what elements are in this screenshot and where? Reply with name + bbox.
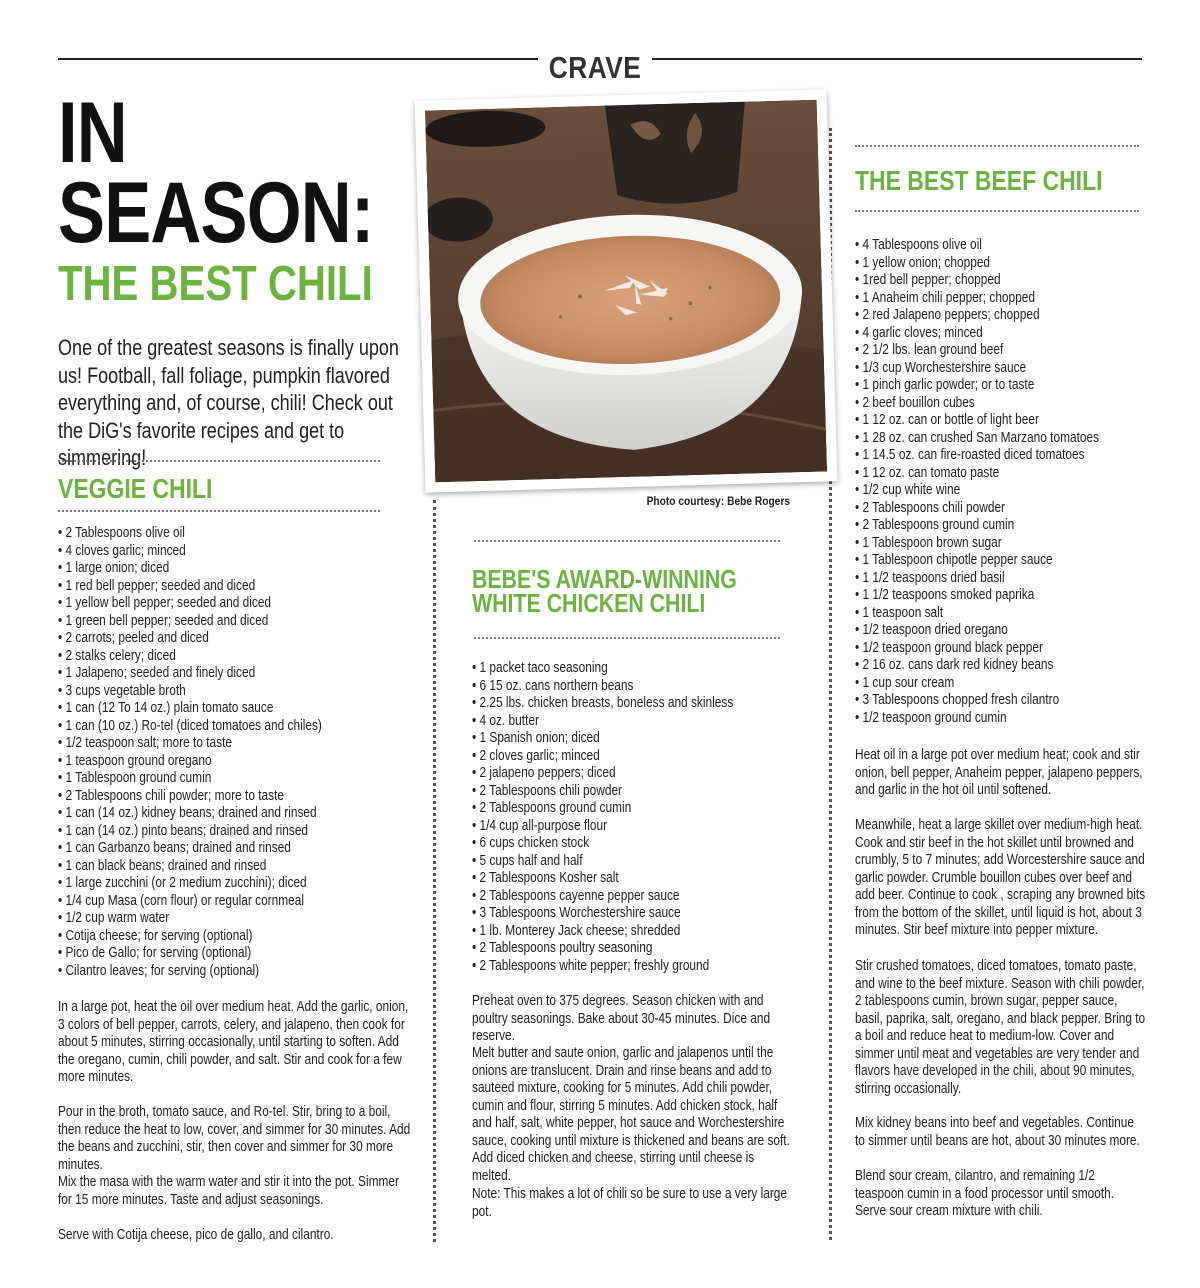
ingredient-item: • 3 Tablespoons Worchestershire sauce — [472, 905, 681, 921]
ingredient-item: • 1 can (10 oz.) Ro-tel (diced tomatoes and chiles) — [58, 717, 322, 734]
ingredient-item: • 2 jalapeno peppers; diced — [472, 765, 616, 781]
veggie-title: VEGGIE CHILI — [58, 473, 213, 504]
ingredient-item: • 2 cloves garlic; minced — [472, 747, 600, 764]
ingredient-item: • 3 cups vegetable broth — [58, 682, 186, 699]
ingredient-item: • 1 packet taco seasoning — [472, 660, 608, 676]
ingredient-item: • 4 cloves garlic; minced — [58, 542, 186, 559]
ingredient-item: • 2 Tablespoons white pepper; freshly ground — [472, 957, 710, 974]
column-divider — [433, 500, 436, 1242]
ingredient-item: • 1 Tablespoon brown sugar — [855, 534, 1002, 551]
recipe-step: Stir crushed tomatoes, diced tomatoes, tomato paste, and wine to the beef mixture. Season with chili powder, 2 tablespoons cumin, brown sugar, pepper sauce, basil, paprika, salt, oregano, and black pepper. Bring to a boil and reduce heat to medium-low. Cover and simmer until meat and vegetables are very tender and flavors have developed in the chili, about 90 minutes, stirring occasionally. — [855, 958, 1146, 1097]
ingredient-item: • 2 Tablespoons cayenne pepper sauce — [472, 887, 680, 904]
ingredient-item: • 1 12 oz. can or bottle of light beer — [855, 412, 1039, 428]
ingredient-item: • 1 large onion; diced — [58, 560, 170, 576]
ingredient-item: • 1 teaspoon salt — [855, 604, 944, 621]
chicken-title-line1: BEBE'S AWARD-WINNING — [472, 564, 737, 594]
ingredient-item: • 1 Tablespoon chipotle pepper sauce — [855, 552, 1053, 568]
page-title-line1: IN — [58, 85, 127, 181]
ingredient-item: • 1 pinch garlic powder; or to taste — [855, 377, 1035, 393]
recipe-step: Blend sour cream, cilantro, and remaining 1/2 teaspoon cumin in a food processor until smooth. Serve sour cream mixture with chili. — [855, 1168, 1115, 1219]
ingredient-item: • 2 Tablespoons ground cumin — [472, 800, 632, 816]
header-rule-right — [652, 58, 1142, 60]
header-rule-left — [58, 58, 538, 60]
ingredient-item: • Pico de Gallo; for serving (optional) — [58, 945, 252, 961]
ingredient-item: • 1 yellow bell pepper; seeded and diced — [58, 595, 272, 611]
chili-bowl-image — [425, 100, 827, 483]
recipe-step: Serve with Cotija cheese, pico de gallo, and cilantro. — [58, 1227, 334, 1243]
ingredient-item: • 1 Jalapeno; seeded and finely diced — [58, 665, 256, 681]
ingredient-item: • 2 Tablespoons ground cumin — [855, 517, 1015, 533]
ingredient-item: • 1 can (14 oz.) kidney beans; drained and rinsed — [58, 805, 317, 821]
section-label: CRAVE — [548, 50, 642, 85]
ingredient-item: • 1 can (12 To 14 oz.) plain tomato sauce — [58, 700, 274, 716]
beef-ingredients — [855, 237, 1134, 727]
chili-photo — [415, 89, 838, 492]
ingredient-item: • 1 can black beans; drained and rinsed — [58, 857, 267, 874]
ingredient-item: • 4 oz. butter — [472, 712, 539, 729]
page-title-line2: SEASON: — [58, 165, 374, 261]
recipe-step: Melt butter and saute onion, garlic and jalapenos until the onions are translucent. Drain and rinse beans and add to sauteed mixture, cooking for 5 minutes. Add chili powder, cumin and flour, stirring 5 minutes. Add chicken stock, half and half, salt, white pepper, hot sauce and Worchestershire sauce, cooking until mixture is thickened and beans are soft. Add diced chicken and cheese, stirring until cheese is melted. — [472, 1045, 790, 1184]
ingredient-item: • 1 Tablespoon ground cumin — [58, 770, 212, 786]
ingredient-item: • 3 Tablespoons chopped fresh cilantro — [855, 692, 1060, 708]
recipe-step: Note: This makes a lot of chili so be sure to use a very large pot. — [472, 1186, 788, 1220]
divider — [855, 210, 1139, 212]
ingredient-item: • 1 14.5 oz. can fire-roasted diced tomatoes — [855, 447, 1085, 463]
ingredient-item: • 1 green bell pepper; seeded and diced — [58, 612, 269, 629]
ingredient-item: • 1 Anaheim chili pepper; chopped — [855, 289, 1036, 306]
ingredient-item: • 1 can Garbanzo beans; drained and rinsed — [58, 840, 291, 856]
ingredient-item: • 1 large zucchini (or 2 medium zucchini); diced — [58, 875, 307, 891]
recipe-step: Meanwhile, heat a large skillet over medium-high heat. Cook and stir beef in the hot skillet until browned and crumbly, 5 to 7 minutes; add Worcestershire sauce and garlic powder. Crumble bouillon cubes over beef and add beer. Continue to cook , scraping any browned bits from the bottom of the skillet, until liquid is hot, about 3 minutes. Stir beef mixture into pepper mixture. — [855, 817, 1146, 938]
recipe-step: Preheat oven to 375 degrees. Season chicken with and poultry seasonings. Bake about 30-45 minutes. Dice and reserve. — [472, 993, 771, 1044]
ingredient-item: • 1 1/2 teaspoons dried basil — [855, 569, 1005, 586]
ingredient-item: • 1/2 cup warm water — [58, 910, 170, 926]
ingredient-item: • 1/2 teaspoon dried oregano — [855, 622, 1008, 638]
intro-paragraph: One of the greatest seasons is finally upon us! Football, fall foliage, pumpkin flavored everything and, of course, chili! Check out the DiG's favorite recipes and get to simmering! — [58, 335, 399, 470]
divider — [58, 510, 380, 512]
ingredient-item: • 4 garlic cloves; minced — [855, 324, 983, 341]
ingredient-item: • 1/4 cup all-purpose flour — [472, 817, 608, 834]
ingredient-item: • 1 yellow onion; chopped — [855, 254, 991, 271]
ingredient-item: • 1 12 oz. can tomato paste — [855, 464, 1000, 481]
ingredient-item: • 2 beef bouillon cubes — [855, 394, 975, 411]
recipe-step: Mix the masa with the warm water and stir it into the pot. Simmer for 15 more minutes. Taste and adjust seasonings. — [58, 1174, 399, 1208]
ingredient-item: • 2 stalks celery; diced — [58, 647, 176, 664]
ingredient-item: • 1 cup sour cream — [855, 674, 955, 691]
ingredient-item: • Cilantro leaves; for serving (optional) — [58, 962, 260, 979]
ingredient-item: • 2 carrots; peeled and diced — [58, 630, 209, 646]
ingredient-item: • 6 15 oz. cans northern beans — [472, 677, 634, 694]
page-subtitle: THE BEST CHILI — [58, 257, 373, 311]
ingredient-item: • 1/4 cup Masa (corn flour) or regular cornmeal — [58, 892, 305, 909]
recipe-step: Heat oil in a large pot over medium heat; cook and stir onion, bell pepper, Anaheim pepper, jalapeno peppers, and garlic in the hot oil until softened. — [855, 747, 1143, 798]
ingredient-item: • 2 Tablespoons chili powder — [472, 782, 623, 799]
ingredient-item: • 2 Tablespoons chili powder — [855, 499, 1006, 516]
ingredient-item: • 2 Tablespoons chili powder; more to taste — [58, 787, 285, 804]
ingredient-item: • 1 1/2 teaspoons smoked paprika — [855, 587, 1035, 603]
ingredient-item: • 1 red bell pepper; seeded and diced — [58, 577, 256, 594]
ingredient-item: • 1 lb. Monterey Jack cheese; shredded — [472, 922, 681, 939]
veggie-ingredients — [58, 525, 353, 980]
ingredient-item: • 1 teaspoon ground oregano — [58, 752, 212, 769]
ingredient-item: • 2 Tablespoons poultry seasoning — [472, 940, 653, 956]
ingredient-item: • 2 16 oz. cans dark red kidney beans — [855, 657, 1054, 673]
divider — [855, 145, 1139, 147]
ingredient-item: • 1 28 oz. can crushed San Marzano tomatoes — [855, 429, 1100, 446]
ingredient-item: • 4 Tablespoons olive oil — [855, 237, 982, 253]
recipe-step: Pour in the broth, tomato sauce, and Ro-tel. Stir, bring to a boil, then reduce the heat to low, cover, and simmer for 30 minutes. Add the beans and zucchini, stir, then cover and simmer for 30 more minutes. — [58, 1104, 411, 1173]
ingredient-item: • 5 cups half and half — [472, 852, 583, 869]
recipe-step: Mix kidney beans into beef and vegetables. Continue to simmer until beans are hot, about 30 minutes more. — [855, 1115, 1140, 1149]
ingredient-item: • 1/2 teaspoon ground black pepper — [855, 639, 1043, 656]
beef-title: THE BEST BEEF CHILI — [855, 165, 1103, 196]
ingredient-item: • 2 Tablespoons Kosher salt — [472, 870, 619, 886]
ingredient-item: • 2 red Jalapeno peppers; chopped — [855, 307, 1040, 323]
ingredient-item: • 2 1/2 lbs. lean ground beef — [855, 342, 1004, 358]
ingredient-item: • 1/2 teaspoon ground cumin — [855, 709, 1007, 726]
photo-credit: Photo courtesy: Bebe Rogers — [646, 494, 790, 508]
chicken-title-line2: WHITE CHICKEN CHILI — [472, 588, 706, 618]
divider — [474, 540, 780, 542]
ingredient-item: • 2.25 lbs. chicken breasts, boneless and skinless — [472, 695, 734, 711]
ingredient-item: • 1 can (14 oz.) pinto beans; drained and rinsed — [58, 822, 309, 839]
ingredient-item: • 1/3 cup Worchestershire sauce — [855, 359, 1027, 376]
ingredient-item: • 1/2 teaspoon salt; more to taste — [58, 735, 233, 751]
ingredient-item: • 1 Spanish onion; diced — [472, 730, 600, 746]
ingredient-item: • 1red bell pepper; chopped — [855, 272, 1001, 288]
recipe-step: In a large pot, heat the oil over medium heat. Add the garlic, onion, 3 colors of bell pepper, carrots, celery, and jalapeno, then cook for about 5 minutes, stirring occasionally, until starting to soften. Add the oregano, cumin, chili powder, and salt. Stir and cook for a few more minutes. — [58, 999, 409, 1085]
ingredient-item: • 2 Tablespoons olive oil — [58, 525, 185, 541]
ingredient-item: • Cotija cheese; for serving (optional) — [58, 927, 253, 944]
divider — [58, 460, 380, 462]
chicken-ingredients — [472, 660, 751, 975]
ingredient-item: • 1/2 cup white wine — [855, 482, 961, 498]
divider — [474, 637, 780, 639]
ingredient-item: • 6 cups chicken stock — [472, 835, 590, 851]
